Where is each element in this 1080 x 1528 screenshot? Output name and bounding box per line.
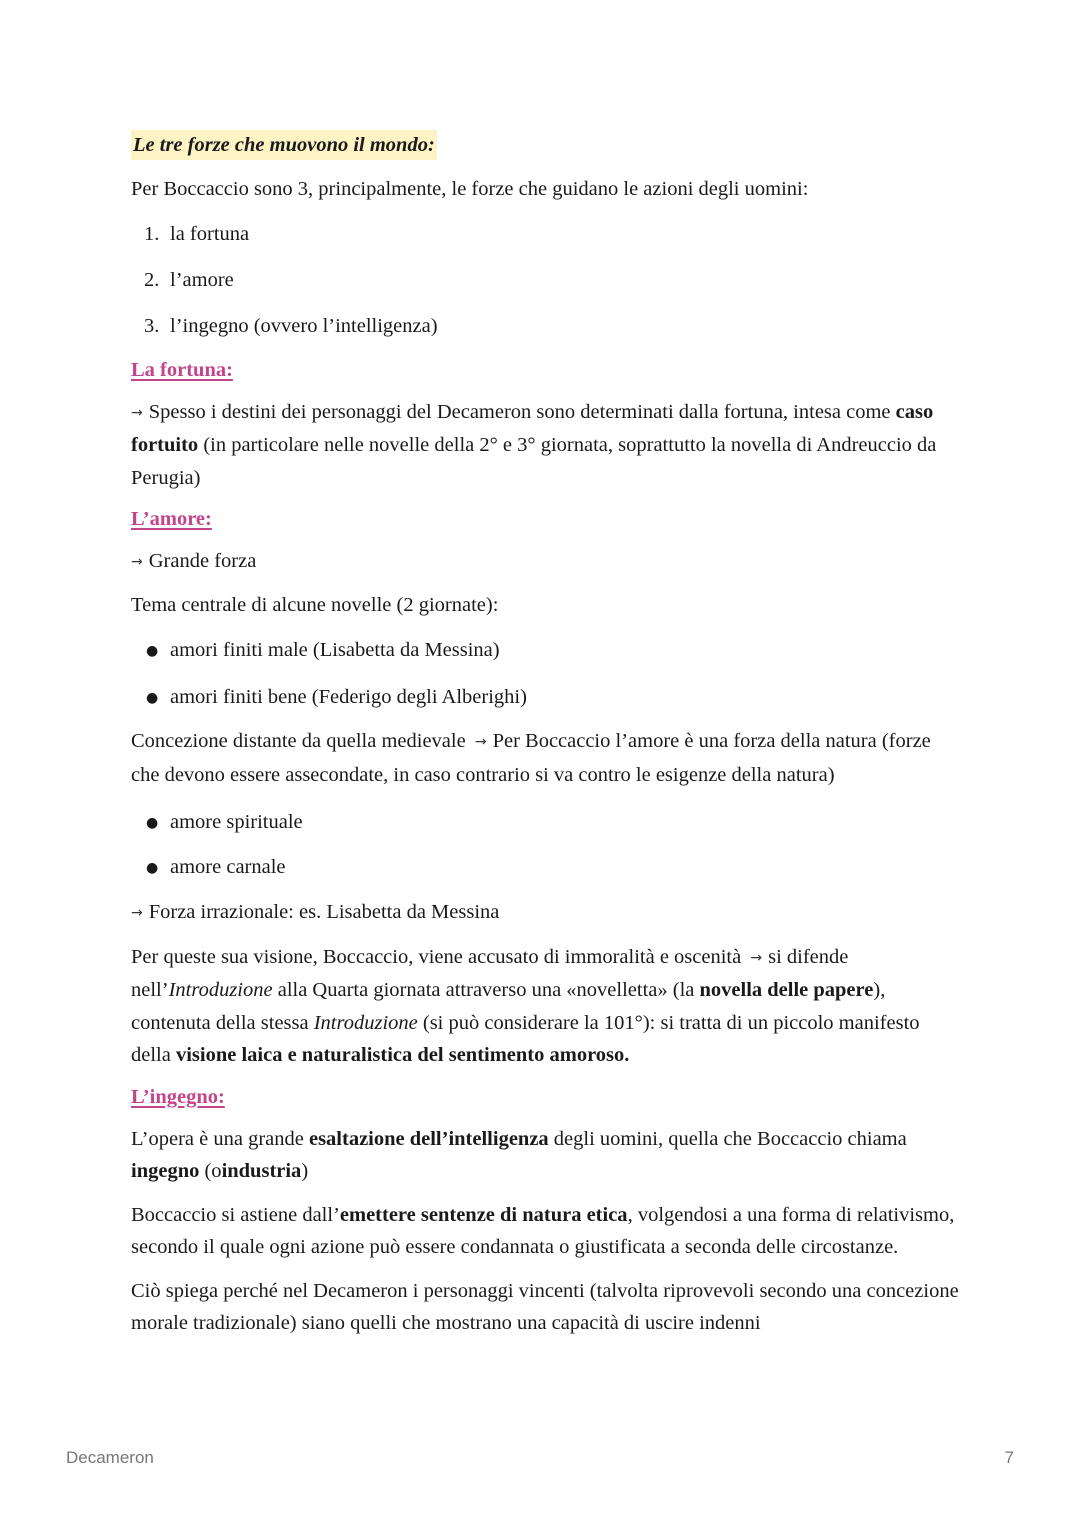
right-arrow-icon: → [474, 734, 487, 750]
amori-list [131, 635, 961, 712]
concezione-paragraph: Concezione distante da quella medievale → Per Boccaccio l’amore è una forza della natura (forze che devono essere assecondate, in caso contrario si va contro le esigenze della natura) [131, 725, 961, 791]
list-item: ● amore spirituale [131, 807, 961, 837]
section-title-amore: L’amore: [131, 508, 212, 530]
right-arrow-icon: → [750, 949, 763, 966]
bullet-icon: ● [146, 643, 159, 659]
amore-tipi-list [131, 807, 961, 882]
list-item: ● amori finiti male (Lisabetta da Messina) [131, 635, 961, 665]
bullet-icon: ● [146, 690, 159, 706]
intro-paragraph: Per Boccaccio sono 3, principalmente, le forze che guidano le azioni degli uomini: [131, 178, 809, 200]
document-body [131, 130, 961, 1340]
right-arrow-icon: → [131, 404, 143, 421]
right-arrow-icon: → [131, 554, 143, 570]
page-number: 7 [1004, 1448, 1014, 1467]
fortuna-paragraph: → Spesso i destini dei personaggi del Decameron sono determinati dalla fortuna, intesa come caso fortuito (in particolare nelle novelle della 2° e 3° giornata, soprattutto la novella di Andreuccio da Perugia) [131, 396, 961, 495]
right-arrow-icon: → [131, 905, 143, 921]
list-item: ● amori finiti bene (Federigo degli Alberighi) [131, 682, 961, 712]
visione-paragraph: Per queste sua visione, Boccaccio, viene accusato di immoralità e oscenità → si difende nell’Introduzione alla Quarta giornata attraverso una «novelletta» (la novella delle papere), contenuta della stessa Introduzione (si può considerare la 101°): si tratta di un piccolo manifesto della visione laica e naturalistica del sentimento amoroso. [131, 941, 961, 1072]
amore-tema: Tema centrale di alcune novelle (2 giornate): [131, 593, 499, 616]
list-item: ● amore carnale [131, 852, 961, 882]
bullet-icon: ● [146, 815, 159, 831]
footer-title: Decameron [66, 1448, 154, 1467]
ingegno-paragraph-2: Boccaccio si astiene dall’emettere sentenze di natura etica, volgendosi a una forma di relativismo, secondo il quale ogni azione può essere condannata o giustificata a seconda delle circostanze. [131, 1203, 955, 1258]
list-item: 1. la fortuna [144, 222, 250, 245]
forces-list [131, 219, 961, 341]
list-item: 3. l’ingegno (ovvero l’intelligenza) [144, 314, 438, 337]
list-item: 2. l’amore [144, 268, 234, 291]
main-heading: Le tre forze che muovono il mondo: [131, 130, 437, 160]
section-title-fortuna: La fortuna: [131, 358, 233, 381]
amore-arrow-line: → Grande forza [131, 545, 961, 579]
ingegno-paragraph-3: Ciò spiega perché nel Decameron i personaggi vincenti (talvolta riprovevoli secondo una concezione morale tradizionale) siano quelli che mostrano una capacità di uscire indenni [131, 1279, 959, 1334]
ingegno-paragraph-1: L’opera è una grande esaltazione dell’intelligenza degli uomini, quella che Boccaccio chiama ingegno (oindustria) [131, 1127, 907, 1182]
section-title-ingegno: L’ingegno: [131, 1085, 225, 1108]
bullet-icon: ● [146, 860, 159, 876]
irrazionale-line: → Forza irrazionale: es. Lisabetta da Messina [131, 896, 961, 930]
